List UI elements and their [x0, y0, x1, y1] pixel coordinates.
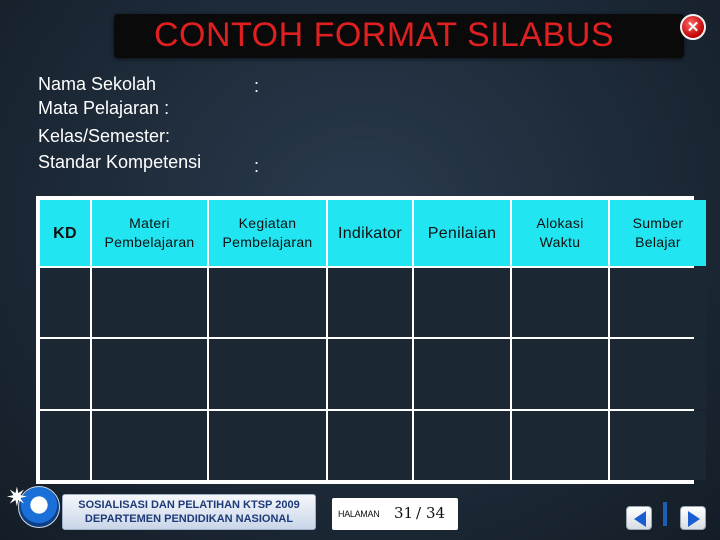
page-indicator — [332, 498, 458, 530]
nav-divider — [663, 502, 667, 526]
syllabus-table — [38, 198, 708, 482]
header-indikator: Indikator — [328, 200, 412, 266]
table-cell[interactable] — [40, 411, 90, 480]
next-slide-button[interactable] — [680, 506, 706, 530]
close-icon[interactable]: ✕ — [680, 14, 706, 40]
arrow-left-icon — [634, 511, 646, 527]
table-header-row — [40, 200, 706, 266]
table-cell[interactable] — [610, 268, 706, 337]
page-current: 31 — [394, 504, 414, 522]
table-cell[interactable] — [92, 268, 207, 337]
page-total: 34 — [426, 504, 446, 522]
colon-standar-kompetensi: : — [254, 156, 260, 176]
table-cell[interactable] — [414, 268, 510, 337]
label-standar-kompetensi: Standar Kompetensi — [38, 152, 202, 172]
table-cell[interactable] — [92, 339, 207, 408]
previous-slide-button[interactable] — [626, 506, 652, 530]
table-cell[interactable] — [610, 411, 706, 480]
sparkle-icon: ✷ — [6, 482, 28, 512]
table-cell[interactable] — [328, 268, 412, 337]
table-cell[interactable] — [512, 411, 608, 480]
table-cell[interactable] — [92, 411, 207, 480]
slide-title: CONTOH FORMAT SILABUS — [153, 16, 615, 54]
table-cell[interactable] — [610, 339, 706, 408]
table-cell[interactable] — [209, 411, 326, 480]
header-kegiatan-pembelajaran: Kegiatan Pembelajaran — [209, 200, 326, 266]
footer-banner — [62, 494, 316, 530]
label-mata-pelajaran: Mata Pelajaran : — [38, 98, 170, 118]
table-row — [40, 339, 706, 408]
footer-line-2: DEPARTEMEN PENDIDIKAN NASIONAL — [84, 513, 294, 525]
header-materi-pembelajaran: Materi Pembelajaran — [92, 200, 207, 266]
header-penilaian: Penilaian — [414, 200, 510, 266]
header-sumber-belajar: Sumber Belajar — [610, 200, 706, 266]
table-cell[interactable] — [209, 268, 326, 337]
header-kd: KD — [40, 200, 90, 266]
label-nama-sekolah: Nama Sekolah — [38, 74, 157, 94]
table-cell[interactable] — [209, 339, 326, 408]
page-separator: / — [416, 504, 422, 522]
header-alokasi-waktu: Alokasi Waktu — [512, 200, 608, 266]
arrow-right-icon — [688, 511, 700, 527]
page-label: HALAMAN — [338, 509, 380, 519]
label-kelas-semester: Kelas/Semester: — [38, 126, 171, 146]
footer-line-1: SOSIALISASI DAN PELATIHAN KTSP 2009 — [78, 499, 300, 511]
table-cell[interactable] — [40, 268, 90, 337]
table-cell[interactable] — [414, 339, 510, 408]
table-cell[interactable] — [328, 339, 412, 408]
table-cell[interactable] — [40, 339, 90, 408]
syllabus-table-frame — [36, 196, 694, 484]
table-row — [40, 268, 706, 337]
table-cell[interactable] — [328, 411, 412, 480]
colon-nama-sekolah: : — [254, 76, 260, 96]
table-cell[interactable] — [512, 268, 608, 337]
table-row — [40, 411, 706, 480]
table-cell[interactable] — [414, 411, 510, 480]
table-cell[interactable] — [512, 339, 608, 408]
